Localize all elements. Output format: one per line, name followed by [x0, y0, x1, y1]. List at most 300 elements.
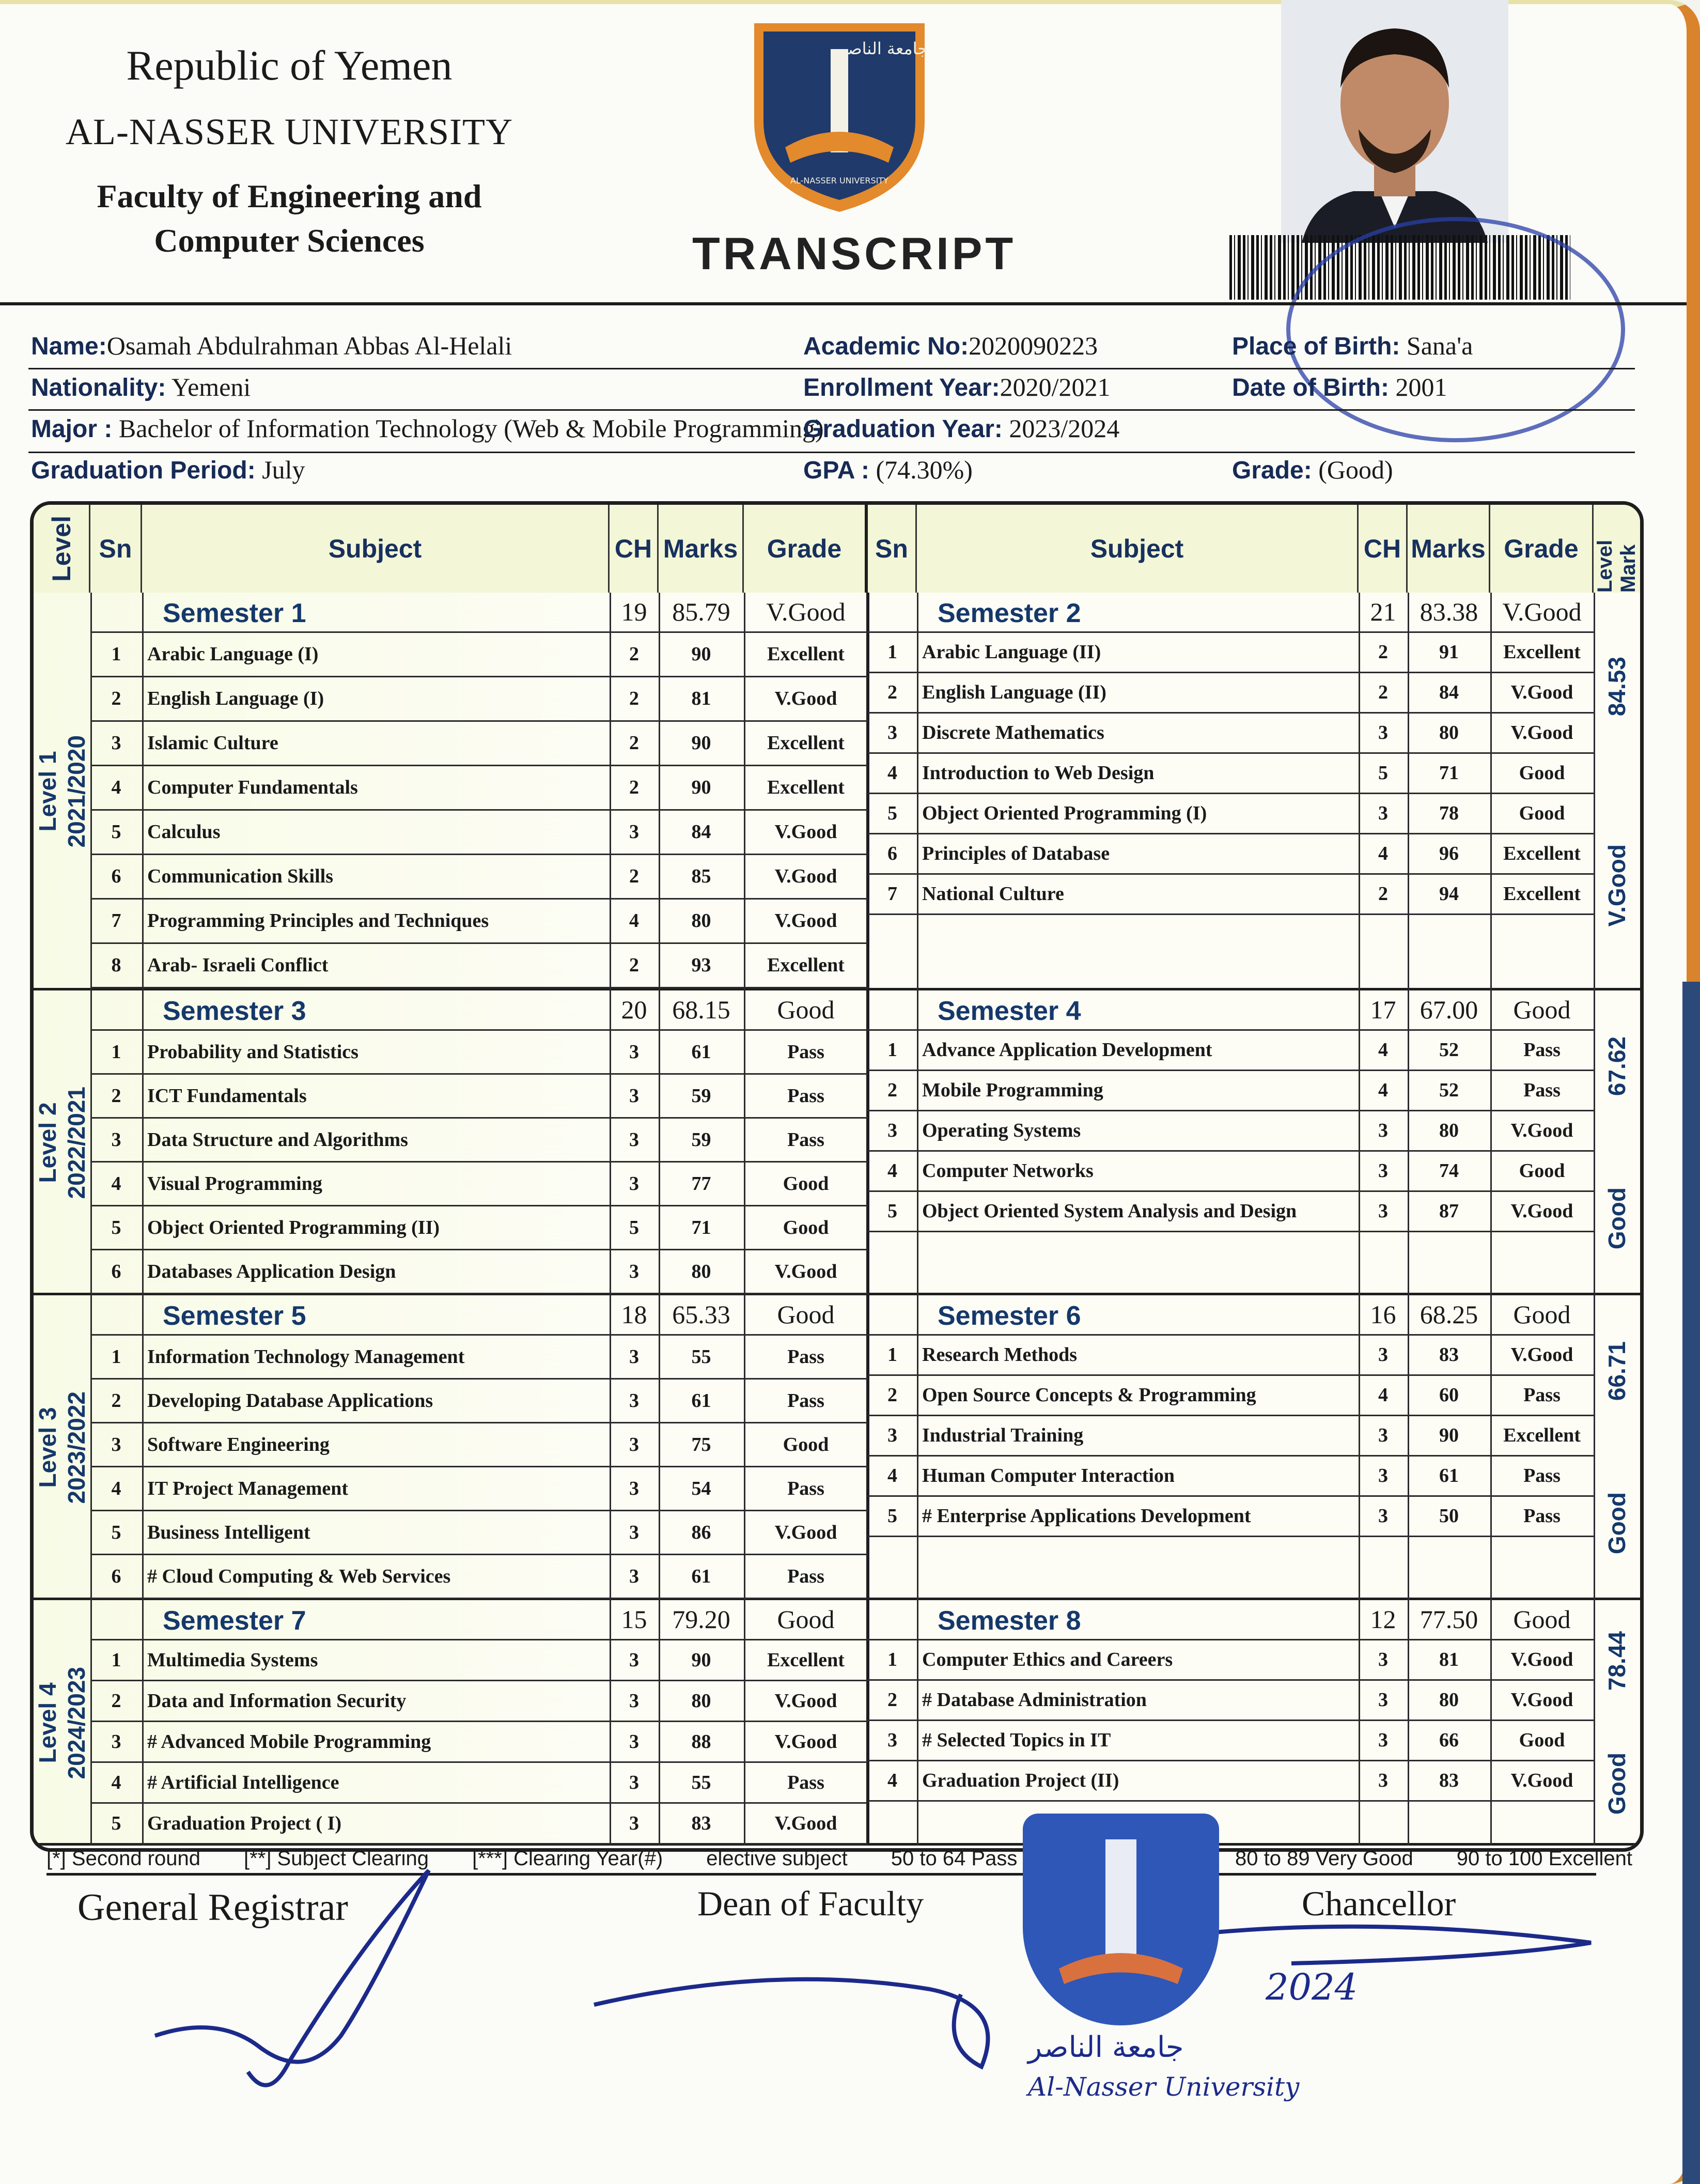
table-row — [90, 1380, 868, 1423]
row-grade: V.Good — [774, 1731, 837, 1753]
row-credit-hours: 4 — [1378, 843, 1388, 864]
row-marks: 90 — [691, 643, 711, 665]
row-marks: 71 — [691, 1217, 711, 1238]
row-marks: 59 — [691, 1129, 711, 1151]
row-grade: Pass — [787, 1566, 824, 1587]
row-grade: Pass — [787, 1346, 824, 1368]
header-rule — [0, 302, 1687, 305]
table-row — [90, 1763, 868, 1804]
row-grade: V.Good — [774, 1690, 837, 1712]
table-row — [90, 811, 868, 855]
row-sn: 5 — [111, 1813, 121, 1834]
row-subject: Object Oriented System Analysis and Design — [922, 1200, 1297, 1222]
level-block — [34, 593, 1640, 990]
row-credit-hours: 3 — [1378, 1465, 1388, 1486]
row-marks: 90 — [691, 732, 711, 754]
row-grade: Excellent — [1503, 883, 1581, 905]
crest-arabic-text: جامعة الناصر — [838, 39, 928, 58]
table-row — [90, 1119, 868, 1163]
row-grade: V.Good — [774, 865, 837, 887]
row-marks: 84 — [691, 821, 711, 843]
table-row — [90, 1511, 868, 1555]
row-subject: Operating Systems — [922, 1120, 1081, 1141]
semester-average: 67.00 — [1420, 995, 1478, 1024]
row-credit-hours: 5 — [1378, 762, 1388, 784]
row-credit-hours: 3 — [629, 1261, 639, 1282]
row-credit-hours: 2 — [1378, 681, 1388, 703]
row-marks: 55 — [691, 1772, 711, 1793]
row-marks: 66 — [1439, 1729, 1459, 1751]
semester-grade: Good — [777, 1300, 835, 1329]
row-sn: 3 — [887, 1424, 897, 1446]
row-credit-hours: 3 — [629, 1731, 639, 1753]
row-subject: Calculus — [147, 821, 221, 843]
semester-title: Semester 6 — [938, 1301, 1081, 1331]
table-row — [90, 677, 868, 722]
row-sn: 1 — [887, 1344, 897, 1366]
semester-credit-hours: 12 — [1370, 1605, 1396, 1634]
row-sn: 4 — [111, 1772, 121, 1793]
row-credit-hours: 3 — [1378, 1424, 1388, 1446]
table-row — [90, 1075, 868, 1119]
row-grade: Excellent — [767, 732, 845, 754]
row-grade: Good — [1519, 802, 1565, 824]
row-credit-hours: 2 — [629, 732, 639, 754]
level-mark-value: 66.71 — [1603, 1341, 1630, 1401]
chancellor-date: 2024 — [1266, 1966, 1358, 2008]
semester-credit-hours: 15 — [621, 1605, 647, 1634]
row-subject: Computer Networks — [922, 1160, 1094, 1182]
row-sn: 1 — [111, 1041, 121, 1063]
level-mark-grade: Good — [1603, 1492, 1630, 1555]
row-grade: Pass — [787, 1041, 824, 1063]
level-label — [34, 1600, 90, 1846]
row-subject: Communication Skills — [147, 865, 334, 887]
table-row — [90, 1555, 868, 1599]
row-sn: 5 — [887, 802, 897, 824]
overall-grade: (Good) — [1318, 455, 1393, 484]
table-row — [868, 875, 1594, 915]
row-grade: V.Good — [774, 1813, 837, 1834]
row-marks: 87 — [1439, 1200, 1459, 1222]
graduation-year: 2023/2024 — [1009, 414, 1120, 443]
row-grade: Good — [783, 1217, 829, 1238]
level-years: 2024/2023 — [63, 1666, 90, 1779]
col-grade-left: Grade — [744, 505, 868, 593]
level-mark-value: 78.44 — [1603, 1631, 1630, 1691]
col-ch-left: CH — [610, 505, 659, 593]
row-grade: Good — [1519, 1729, 1565, 1751]
row-credit-hours: 3 — [1378, 1649, 1388, 1670]
row-grade: V.Good — [1510, 1120, 1573, 1141]
row-grade: Good — [783, 1173, 829, 1195]
row-sn: 3 — [887, 1120, 897, 1141]
table-row — [90, 1163, 868, 1206]
row-credit-hours: 3 — [1378, 1160, 1388, 1182]
row-grade: Pass — [787, 1772, 824, 1793]
row-marks: 86 — [691, 1522, 711, 1543]
row-marks: 90 — [1439, 1424, 1459, 1446]
semester-credit-hours: 20 — [621, 995, 647, 1024]
table-row — [868, 1416, 1594, 1457]
handwritten-signatures — [0, 1839, 1700, 2129]
row-subject: ICT Fundamentals — [147, 1085, 307, 1107]
table-row — [90, 1336, 868, 1380]
row-credit-hours: 2 — [629, 777, 639, 798]
university-crest-logo — [749, 18, 930, 214]
level-label-text — [33, 735, 91, 847]
row-subject: Human Computer Interaction — [922, 1465, 1175, 1486]
col-ch-right: CH — [1359, 505, 1408, 593]
table-row — [90, 855, 868, 900]
level-mark — [1594, 1600, 1640, 1846]
row-credit-hours: 3 — [629, 1813, 639, 1834]
legend-item: [**] Subject Clearing — [244, 1847, 429, 1870]
row-marks: 88 — [691, 1731, 711, 1753]
semester-title: Semester 7 — [163, 1606, 306, 1636]
row-marks: 81 — [1439, 1649, 1459, 1670]
row-subject: Graduation Project (II) — [922, 1770, 1119, 1791]
row-sn: 2 — [111, 1085, 121, 1107]
row-credit-hours: 3 — [1378, 1505, 1388, 1527]
table-row — [868, 834, 1594, 875]
row-subject: Discrete Mathematics — [922, 722, 1104, 744]
table-row — [868, 1681, 1594, 1721]
enrollment-year: 2020/2021 — [1000, 373, 1111, 401]
semester-average: 77.50 — [1420, 1605, 1478, 1634]
row-subject: # Artificial Intelligence — [147, 1772, 339, 1793]
row-credit-hours: 3 — [629, 1346, 639, 1368]
country-name: Republic of Yemen — [126, 42, 453, 89]
table-row — [90, 1206, 868, 1250]
row-grade: Pass — [1523, 1079, 1561, 1101]
col-marks-right: Marks — [1408, 505, 1490, 593]
row-subject: Information Technology Management — [147, 1346, 465, 1368]
level-name: Level 2 — [34, 1103, 61, 1183]
row-credit-hours: 3 — [1378, 1729, 1388, 1751]
faculty-line-1: Faculty of Engineering and — [97, 178, 482, 214]
row-sn: 1 — [887, 641, 897, 663]
row-marks: 74 — [1439, 1160, 1459, 1182]
semester-credit-hours: 18 — [621, 1300, 647, 1329]
row-sn: 8 — [111, 954, 121, 976]
semester-average: 85.79 — [672, 597, 730, 626]
semester-average: 68.25 — [1420, 1300, 1478, 1329]
col-level-mark: Level Mark — [1594, 539, 1640, 593]
semester-header-row — [90, 990, 868, 1031]
row-sn: 5 — [111, 821, 121, 843]
row-sn: 3 — [887, 722, 897, 744]
row-subject: Industrial Training — [922, 1424, 1084, 1446]
row-sn: 6 — [111, 865, 121, 887]
table-row — [868, 1071, 1594, 1111]
col-grade-right: Grade — [1490, 505, 1594, 593]
level-years: 2022/2021 — [63, 1087, 90, 1199]
row-marks: 83 — [691, 1813, 711, 1834]
legend-item: elective subject — [706, 1847, 848, 1870]
row-credit-hours: 3 — [1378, 722, 1388, 744]
semester-title: Semester 4 — [938, 996, 1081, 1026]
row-marks: 84 — [1439, 681, 1459, 703]
level-label-text — [33, 1391, 91, 1504]
row-marks: 55 — [691, 1346, 711, 1368]
row-marks: 80 — [691, 1690, 711, 1712]
semester-credit-hours: 21 — [1370, 597, 1396, 626]
semester-average: 79.20 — [672, 1605, 730, 1634]
level-label — [34, 990, 90, 1295]
row-subject: Multimedia Systems — [147, 1649, 318, 1671]
row-subject: # Database Administration — [922, 1689, 1147, 1711]
semester-grade: Good — [1513, 1605, 1571, 1634]
row-grade: Excellent — [767, 954, 845, 976]
col-marks-left: Marks — [659, 505, 744, 593]
row-credit-hours: 3 — [629, 1649, 639, 1671]
semester-header-row — [868, 593, 1594, 633]
row-credit-hours: 2 — [1378, 641, 1388, 663]
row-subject: National Culture — [922, 883, 1064, 905]
row-grade: Excellent — [1503, 843, 1581, 864]
row-marks: 61 — [1439, 1465, 1459, 1486]
row-subject: Programming Principles and Techniques — [147, 910, 489, 932]
graduation-period: July — [262, 455, 305, 484]
row-sn: 2 — [111, 1690, 121, 1712]
row-credit-hours: 3 — [1378, 1689, 1388, 1711]
info-divider — [28, 452, 1635, 453]
row-marks: 80 — [691, 1261, 711, 1282]
semester-grade: V.Good — [766, 597, 846, 626]
row-sn: 1 — [887, 1649, 897, 1670]
table-row — [90, 1250, 868, 1294]
row-grade: Good — [1519, 762, 1565, 784]
row-sn: 1 — [887, 1039, 897, 1061]
row-marks: 80 — [1439, 1120, 1459, 1141]
col-sn-left: Sn — [90, 505, 142, 593]
row-marks: 75 — [691, 1434, 711, 1455]
row-credit-hours: 3 — [629, 1390, 639, 1412]
row-subject: Object Oriented Programming (I) — [922, 802, 1207, 824]
row-marks: 83 — [1439, 1770, 1459, 1791]
row-subject: Open Source Concepts & Programming — [922, 1384, 1256, 1406]
row-sn: 4 — [111, 1173, 121, 1195]
table-row — [868, 1721, 1594, 1761]
row-grade: V.Good — [774, 1522, 837, 1543]
row-marks: 96 — [1439, 843, 1459, 864]
legend-item: 90 to 100 Excellent — [1456, 1847, 1632, 1870]
row-grade: Excellent — [1503, 1424, 1581, 1446]
row-sn: 5 — [887, 1200, 897, 1222]
level-years: 2021/2020 — [63, 735, 90, 848]
row-credit-hours: 3 — [629, 1085, 639, 1107]
row-grade: V.Good — [1510, 1689, 1573, 1711]
table-row — [90, 766, 868, 811]
row-subject: # Advanced Mobile Programming — [147, 1731, 431, 1753]
row-sn: 6 — [111, 1261, 121, 1282]
dean-signature-label: Dean of Faculty — [697, 1884, 924, 1923]
row-credit-hours: 3 — [1378, 1344, 1388, 1366]
row-sn: 2 — [887, 1079, 897, 1101]
row-subject: Arab- Israeli Conflict — [147, 954, 329, 976]
row-grade: V.Good — [1510, 722, 1573, 744]
row-subject: Probability and Statistics — [147, 1041, 358, 1063]
row-grade: Pass — [1523, 1505, 1561, 1527]
semester-credit-hours: 16 — [1370, 1300, 1396, 1329]
row-marks: 78 — [1439, 802, 1459, 824]
col-subject-right: Subject — [917, 505, 1359, 593]
row-sn: 4 — [887, 1465, 897, 1486]
row-grade: Pass — [787, 1478, 824, 1499]
row-sn: 5 — [111, 1217, 121, 1238]
row-sn: 7 — [111, 910, 121, 932]
legend-item: 80 to 89 Very Good — [1235, 1847, 1413, 1870]
semester-grade: Good — [777, 995, 835, 1024]
info-divider — [28, 409, 1635, 411]
row-sn: 3 — [111, 732, 121, 754]
row-subject: Arabic Language (II) — [922, 641, 1101, 663]
student-photo — [1281, 0, 1508, 243]
row-marks: 90 — [691, 1649, 711, 1671]
semester-average: 65.33 — [672, 1300, 730, 1329]
col-subject-left: Subject — [142, 505, 610, 593]
level-mark — [1594, 1295, 1640, 1600]
row-credit-hours: 2 — [629, 688, 639, 709]
table-row — [90, 1722, 868, 1763]
table-row — [90, 1640, 868, 1681]
row-credit-hours: 3 — [1378, 1200, 1388, 1222]
table-row — [90, 1804, 868, 1845]
semester-credit-hours: 17 — [1370, 995, 1396, 1024]
semester-grade: Good — [1513, 995, 1571, 1024]
row-sn: 4 — [887, 1770, 897, 1791]
nationality: Yemeni — [171, 373, 251, 401]
row-subject: Business Intelligent — [147, 1522, 310, 1543]
semester-title: Semester 2 — [938, 598, 1081, 628]
table-row — [90, 1467, 868, 1511]
row-subject: Software Engineering — [147, 1434, 330, 1455]
row-credit-hours: 4 — [1378, 1079, 1388, 1101]
place-of-birth: Sana'a — [1406, 331, 1473, 360]
row-subject: Islamic Culture — [147, 732, 278, 754]
table-row — [868, 1640, 1594, 1681]
row-subject: IT Project Management — [147, 1478, 349, 1499]
faculty-line-2: Computer Sciences — [154, 222, 425, 259]
semester-title: Semester 8 — [938, 1606, 1081, 1636]
level-label-text — [33, 1087, 91, 1199]
row-credit-hours: 3 — [629, 1522, 639, 1543]
row-credit-hours: 3 — [1378, 802, 1388, 824]
row-grade: Excellent — [767, 1649, 845, 1671]
row-credit-hours: 2 — [629, 865, 639, 887]
row-grade: Good — [783, 1434, 829, 1455]
enrollment-year-field: Enrollment Year:2020/2021 — [803, 373, 1111, 401]
row-credit-hours: 5 — [629, 1217, 639, 1238]
row-credit-hours: 2 — [1378, 883, 1388, 905]
university-name: AL-NASSER UNIVERSITY — [66, 111, 513, 152]
semester-average: 83.38 — [1420, 597, 1478, 626]
row-grade: Pass — [1523, 1384, 1561, 1406]
row-sn: 3 — [111, 1731, 121, 1753]
semester-title: Semester 1 — [163, 598, 306, 628]
registrar-signature-label: General Registrar — [77, 1886, 348, 1929]
row-subject: Databases Application Design — [147, 1261, 396, 1282]
level-mark-value: 67.62 — [1603, 1036, 1630, 1096]
legend-item: 50 to 64 Pass — [891, 1847, 1018, 1870]
level-block — [34, 1600, 1640, 1846]
row-grade: Excellent — [767, 777, 845, 798]
row-marks: 54 — [691, 1478, 711, 1499]
row-sn: 4 — [887, 1160, 897, 1182]
row-sn: 1 — [111, 1346, 121, 1368]
table-row — [90, 722, 868, 766]
crest-banner-text: AL-NASSER UNIVERSITY — [790, 176, 888, 185]
row-grade: V.Good — [1510, 1344, 1573, 1366]
row-marks: 61 — [691, 1390, 711, 1412]
row-marks: 71 — [1439, 762, 1459, 784]
semester-header-row — [868, 1600, 1594, 1640]
row-marks: 94 — [1439, 883, 1459, 905]
row-credit-hours: 2 — [629, 643, 639, 665]
row-grade: V.Good — [774, 1261, 837, 1282]
row-credit-hours: 3 — [1378, 1120, 1388, 1141]
gpa-field: GPA : (74.30%) — [803, 455, 973, 484]
row-sn: 6 — [887, 843, 897, 864]
row-sn: 2 — [887, 1384, 897, 1406]
row-sn: 2 — [111, 1390, 121, 1412]
academic-no-field: Academic No:2020090223 — [803, 331, 1098, 360]
row-credit-hours: 4 — [629, 910, 639, 932]
date-of-birth: 2001 — [1395, 373, 1447, 401]
table-row — [90, 1681, 868, 1722]
row-sn: 6 — [111, 1566, 121, 1587]
row-sn: 1 — [111, 1649, 121, 1671]
row-subject: Developing Database Applications — [147, 1390, 433, 1412]
row-marks: 60 — [1439, 1384, 1459, 1406]
level-mark-grade: Good — [1603, 1752, 1630, 1815]
table-row — [868, 1111, 1594, 1152]
row-marks: 80 — [1439, 1689, 1459, 1711]
table-row — [90, 900, 868, 944]
row-subject: Arabic Language (I) — [147, 643, 319, 665]
row-grade: V.Good — [774, 688, 837, 709]
row-subject: Principles of Database — [922, 843, 1110, 864]
row-subject: English Language (II) — [922, 681, 1106, 703]
row-sn: 2 — [111, 688, 121, 709]
row-subject: Graduation Project ( I) — [147, 1813, 342, 1834]
row-marks: 80 — [691, 910, 711, 932]
semester-header-row — [90, 593, 868, 633]
row-subject: # Cloud Computing & Web Services — [147, 1566, 451, 1587]
row-subject: Introduction to Web Design — [922, 762, 1155, 784]
row-credit-hours: 3 — [629, 1129, 639, 1151]
row-grade: Pass — [787, 1129, 824, 1151]
level-label — [34, 593, 90, 990]
semester-grade: V.Good — [1502, 597, 1582, 626]
row-subject: Advance Application Development — [922, 1039, 1212, 1061]
row-marks: 52 — [1439, 1039, 1459, 1061]
row-credit-hours: 3 — [629, 1173, 639, 1195]
level-name: Level 1 — [34, 751, 61, 832]
graduation-year-field: Graduation Year: 2023/2024 — [803, 414, 1120, 443]
row-subject: Data Structure and Algorithms — [147, 1129, 408, 1151]
official-stamp — [1286, 217, 1625, 442]
semester-header-row — [90, 1600, 868, 1640]
row-marks: 93 — [691, 954, 711, 976]
university-seal — [1023, 1814, 1219, 2025]
level-label — [34, 1295, 90, 1600]
table-row — [90, 633, 868, 677]
row-grade: V.Good — [1510, 1649, 1573, 1670]
row-subject: Mobile Programming — [922, 1079, 1103, 1101]
semester-header-row — [868, 1295, 1594, 1336]
